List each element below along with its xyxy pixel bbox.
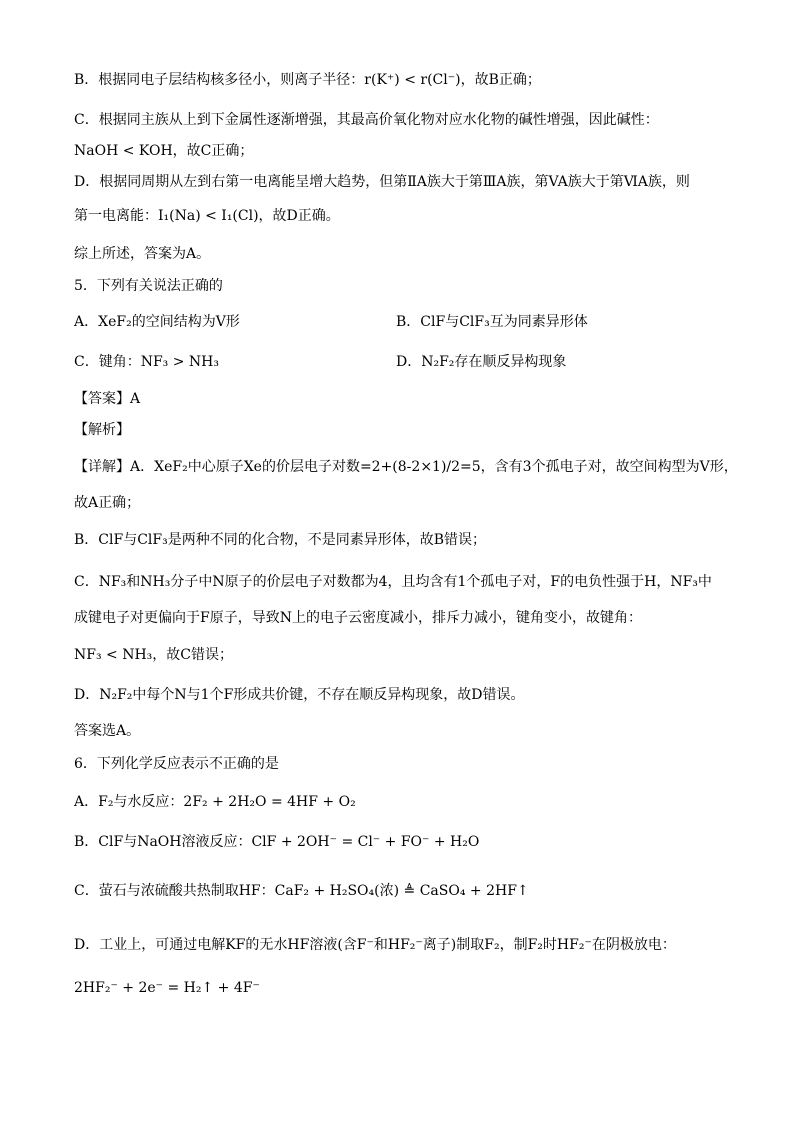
text-line: 成键电子对更偏向于F原子，导致N上的电子云密度减小，排斥力减小，键角变小，故键角： [74, 610, 642, 626]
text-line: 答案选A。 [74, 723, 141, 739]
option-b: B．ClF与NaOH溶液反应：ClF + 2OH⁻ = Cl⁻ + FO⁻ + H₂O [74, 834, 480, 850]
text-line: 第一电离能：I₁(Na) < I₁(Cl)，故D正确。 [74, 208, 340, 224]
text-line: B．ClF与ClF₃是两种不同的化合物，不是同素异形体，故B错误； [74, 532, 486, 548]
option-a: A．F₂与水反应：2F₂ + 2H₂O = 4HF + O₂ [74, 794, 356, 810]
text-line: 综上所述，答案为A。 [74, 246, 211, 262]
text-line: NF₃ < NH₃，故C错误； [74, 647, 233, 663]
option-b: B．ClF与ClF₃互为同素异形体 [396, 314, 588, 330]
text-line: D．N₂F₂中每个N与1个F形成共价键，不存在顺反异构现象，故D错误。 [74, 687, 525, 703]
option-c: C．萤石与浓硫酸共热制取HF：CaF₂ + H₂SO₄(浓) ≜ CaSO₄ + 2HF↑ [74, 883, 529, 899]
text-line: NaOH < KOH，故C正确； [74, 143, 254, 159]
option-d: D．N₂F₂存在顺反异构现象 [396, 354, 567, 370]
text-line: B．根据同电子层结构核多径小，则离子半径：r(K⁺) < r(Cl⁻)，故B正确； [74, 72, 541, 88]
text-line: C．根据同主族从上到下金属性逐渐增强，其最高价氧化物对应水化物的碱性增强，因此碱性： [74, 112, 659, 128]
analysis-label: 【解析】 [74, 422, 130, 438]
text-line: 2HF₂⁻ + 2e⁻ = H₂↑ + 4F⁻ [74, 980, 260, 996]
text-line: 【详解】A．XeF₂中心原子Xe的价层电子对数=2+(8-2×1)/2=5，含有3个孤电子对，故空间构型为V形， [74, 459, 738, 475]
option-a: A．XeF₂的空间结构为V形 [74, 314, 240, 330]
text-line: 故A正确； [74, 495, 141, 511]
option-d: D．工业上，可通过电解KF的无水HF溶液(含F⁻和HF₂⁻离子)制取F₂，制F₂时HF₂⁻在阴极放电： [74, 937, 676, 953]
text-line: C．NF₃和NH₃分子中N原子的价层电子对数都为4，且均含有1个孤电子对，F的电负性强于H，NF₃中 [74, 574, 712, 590]
answer-label: 【答案】A [74, 391, 141, 407]
option-c: C．键角：NF₃ > NH₃ [74, 354, 219, 370]
question-6: 6．下列化学反应表示不正确的是 [74, 756, 279, 772]
text-line: D．根据同周期从左到右第一电离能呈增大趋势，但第ⅡA族大于第ⅢA族，第VA族大于第ⅥA族，则 [74, 174, 690, 190]
question-5: 5．下列有关说法正确的 [74, 278, 223, 294]
